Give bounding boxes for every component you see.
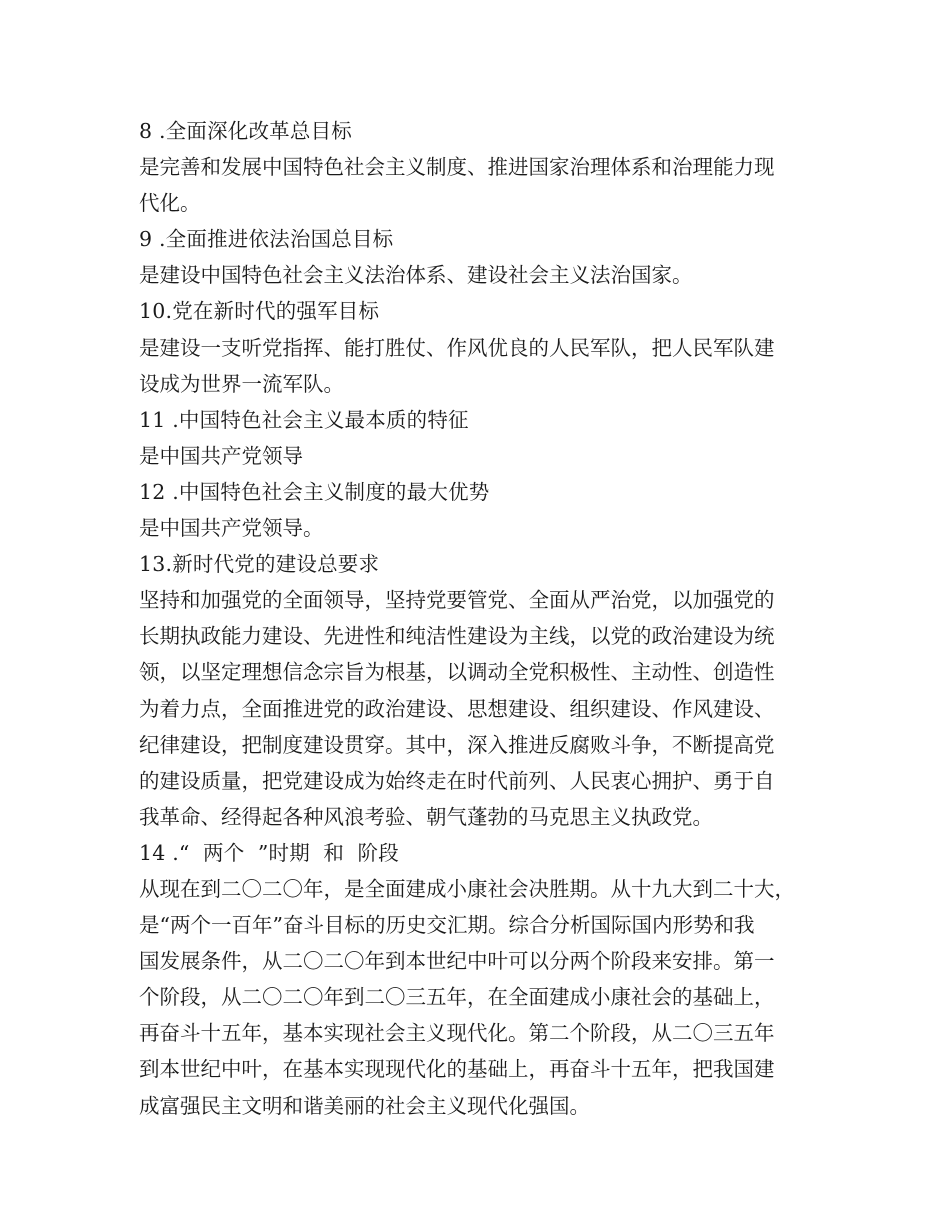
section-heading-12: 12 .中国特色社会主义制度的最大优势 <box>139 479 490 504</box>
section-body-line: 从现在到二〇二〇年，是全面建成小康社会决胜期。从十九大到二十大， <box>139 876 795 901</box>
section-body-line: 到本世纪中叶，在基本实现现代化的基础上，再奋斗十五年，把我国建 <box>139 1057 775 1082</box>
section-body-line: 领，以坚定理想信念宗旨为根基，以调动全党积极性、主动性、创造性 <box>139 660 775 685</box>
section-body-line: 坚持和加强党的全面领导，坚持党要管党、全面从严治党，以加强党的 <box>139 588 775 613</box>
section-body-line: 成富强民主文明和谐美丽的社会主义现代化强国。 <box>139 1093 590 1118</box>
section-body-line: 是中国共产党领导 <box>139 443 303 468</box>
section-heading-13: 13.新时代党的建设总要求 <box>139 552 380 577</box>
section-body-line: 是中国共产党领导。 <box>139 516 324 541</box>
section-heading-11: 11 .中国特色社会主义最本质的特征 <box>139 407 469 432</box>
section-body-line: 是“两个一百年”奋斗目标的历史交汇期。综合分析国际国内形势和我 <box>139 913 755 938</box>
section-body-line: 为着力点，全面推进党的政治建设、思想建设、组织建设、作风建设、 <box>139 696 775 721</box>
section-heading-8: 8 .全面深化改革总目标 <box>139 119 352 143</box>
section-body-line: 设成为世界一流军队。 <box>139 371 344 396</box>
section-body-line: 国发展条件，从二〇二〇年到本世纪中叶可以分两个阶段来安排。第一 <box>139 949 775 974</box>
section-body-line: 是完善和发展中国特色社会主义制度、推进国家治理体系和治理能力现 <box>139 155 775 180</box>
section-heading-10: 10.党在新时代的强军目标 <box>139 299 380 324</box>
document-body <box>139 113 829 1124</box>
section-body-line: 是建设中国特色社会主义法治体系、建设社会主义法治国家。 <box>139 263 693 288</box>
section-body-line: 纪律建设，把制度建设贯穿。其中，深入推进反腐败斗争，不断提高党 <box>139 732 775 757</box>
section-body-line: 长期执政能力建设、先进性和纯洁性建设为主线，以党的政治建设为统 <box>139 624 775 649</box>
section-heading-14: 14 .“ 两个 ”时期 和 阶段 <box>139 840 399 865</box>
section-heading-9: 9 .全面推进依法治国总目标 <box>139 227 394 252</box>
section-body-line: 的建设质量，把党建设成为始终走在时代前列、人民衷心拥护、勇于自 <box>139 768 775 793</box>
section-body-line: 我革命、经得起各种风浪考验、朝气蓬勃的马克思主义执政党。 <box>139 804 713 829</box>
section-body-line: 是建设一支听党指挥、能打胜仗、作风优良的人民军队，把人民军队建 <box>139 335 775 360</box>
section-body-line: 代化。 <box>139 191 201 216</box>
section-body-line: 再奋斗十五年，基本实现社会主义现代化。第二个阶段，从二〇三五年 <box>139 1021 775 1046</box>
section-body-line: 个阶段，从二〇二〇年到二〇三五年，在全面建成小康社会的基础上， <box>139 985 775 1010</box>
